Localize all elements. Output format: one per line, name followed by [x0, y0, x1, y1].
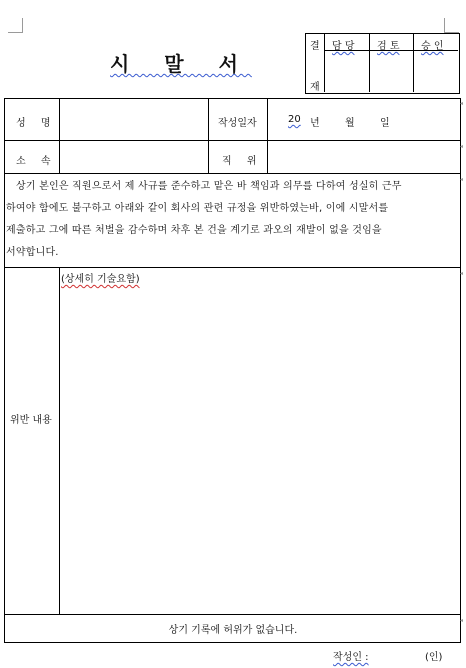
crop-mark-top-left: [8, 18, 23, 33]
department-field[interactable]: [60, 141, 207, 173]
violation-hint: (상세히 기술요함): [61, 274, 140, 285]
violation-label: 위반 내용: [10, 415, 52, 426]
date-year-unit: 년: [310, 118, 320, 129]
signature-seal: (인): [425, 652, 443, 663]
approval-header-review: 검 토: [377, 41, 400, 52]
position-field[interactable]: [268, 141, 458, 173]
approval-header-approve: 승 인: [421, 41, 444, 52]
date-label: 작성일자: [218, 118, 257, 129]
date-field[interactable]: [268, 99, 458, 140]
crop-mark-top-right: [444, 18, 459, 33]
margin-mark: ◂: [460, 100, 464, 107]
margin-mark: ◂: [460, 143, 464, 150]
violation-content-field[interactable]: [60, 268, 458, 614]
margin-mark: ◂: [460, 270, 464, 277]
margin-mark: ◂: [460, 176, 464, 183]
approval-sign-staff[interactable]: [325, 51, 368, 91]
name-label: 성 명: [16, 118, 57, 129]
department-label: 소 속: [16, 156, 57, 167]
pledge-paragraph: [6, 176, 458, 264]
approval-sign-review[interactable]: [370, 51, 412, 91]
name-field[interactable]: [60, 99, 207, 140]
document-title: 시 말 서: [110, 52, 252, 76]
pledge-line-4: 서약합니다.: [6, 247, 59, 258]
date-year-prefix: 20: [288, 114, 301, 125]
approval-sign-approve[interactable]: [414, 51, 457, 91]
pledge-line-3: 제출하고 그에 따른 처벌을 감수하며 차후 본 건을 계기로 과오의 재발이 없을 것임을: [6, 225, 382, 236]
approval-side-label-bottom: 재: [310, 82, 320, 93]
signature-label: 작성인 :: [333, 652, 369, 663]
pledge-line-1: 상기 본인은 직원으로서 제 사규를 준수하고 맡은 바 책임과 의무를 다하여 성실히 근무: [16, 181, 402, 192]
date-day-unit: 일: [380, 118, 390, 129]
pledge-line-2: 하여야 함에도 불구하고 아래와 같이 회사의 관련 규정을 위반하였는바, 이에 시말서를: [6, 203, 389, 214]
approval-header-staff: 담 당: [332, 41, 355, 52]
position-label: 직 위: [222, 156, 263, 167]
footer-statement: 상기 기록에 허위가 없습니다.: [168, 625, 298, 636]
date-month-unit: 월: [345, 118, 355, 129]
signature-field[interactable]: [380, 645, 422, 663]
approval-side-label-top: 결: [310, 41, 320, 52]
margin-mark: ◂: [460, 617, 464, 624]
